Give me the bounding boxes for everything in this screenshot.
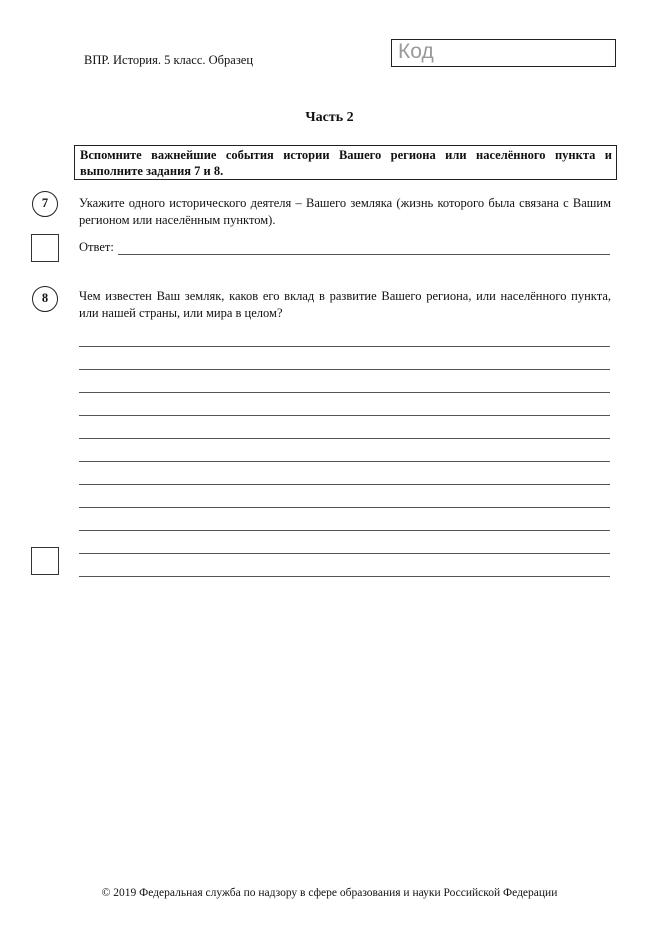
document-header-title: ВПР. История. 5 класс. Образец	[84, 53, 254, 67]
task-7-number: 7	[32, 191, 58, 217]
task-8-answer-line[interactable]	[79, 576, 610, 577]
task-8-answer-line[interactable]	[79, 415, 610, 416]
task-8-answer-line[interactable]	[79, 461, 610, 462]
task-8-answer-line[interactable]	[79, 553, 610, 554]
code-label: Код	[398, 40, 434, 63]
instruction-box: Вспомните важнейшие события истории Вашего региона или населённого пункта и выполните задания 7 и 8.	[74, 145, 617, 180]
task-7-answer-line[interactable]	[118, 254, 610, 255]
task-7-answer-label: Ответ:	[79, 240, 114, 254]
task-8-answer-line[interactable]	[79, 530, 610, 531]
task-8-answer-line[interactable]	[79, 392, 610, 393]
task-8-answer-line[interactable]	[79, 438, 610, 439]
task-8-answer-line[interactable]	[79, 346, 610, 347]
task-8-answer-line[interactable]	[79, 484, 610, 485]
part-title: Часть 2	[305, 110, 354, 125]
task-8-score-box[interactable]	[31, 547, 59, 575]
task-8-text: Чем известен Ваш земляк, каков его вклад в развитие Вашего региона, или населённого пункта, или нашей страны, или мира в целом?	[79, 289, 611, 320]
task-8-answer-line[interactable]	[79, 369, 610, 370]
footer-copyright: © 2019 Федеральная служба по надзору в сфере образования и науки Российской Федерации	[101, 887, 558, 899]
task-8-number: 8	[32, 286, 58, 312]
task-8-answer-line[interactable]	[79, 507, 610, 508]
task-7-score-box[interactable]	[31, 234, 59, 262]
task-7-text: Укажите одного исторического деятеля – Вашего земляка (жизнь которого была связана с Вашим регионом или населённым пунктом).	[79, 196, 611, 227]
participant-code-box[interactable]	[391, 39, 616, 67]
